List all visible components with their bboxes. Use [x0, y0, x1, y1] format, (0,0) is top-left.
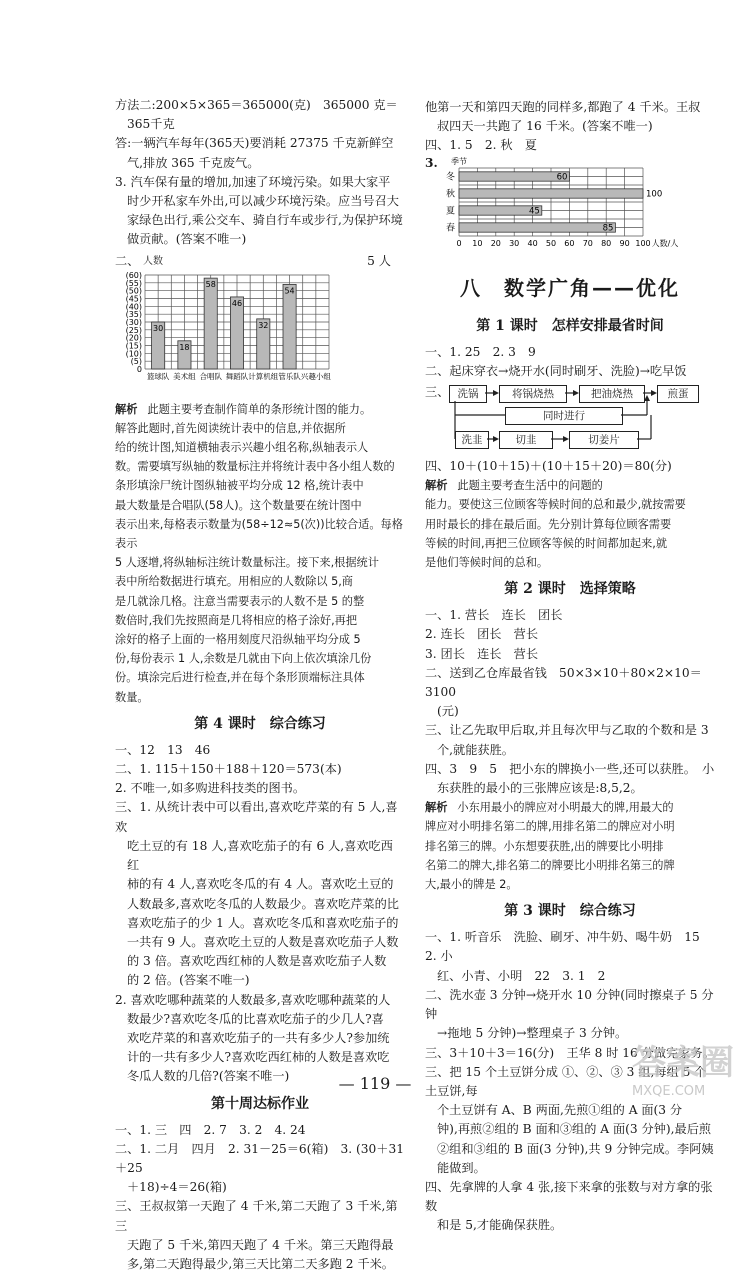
analysis-text: 5 人逐增,将纵轴标注统计数量标注。接下来,根据统计: [115, 556, 379, 570]
bar: [459, 188, 643, 197]
left-top-text: [115, 96, 405, 250]
flow-box-wash-pan: 洗锅: [449, 385, 487, 403]
x-tick-label: 70: [582, 238, 593, 248]
bar-value-label: 45: [528, 206, 540, 217]
answer-line: 柿的有 4 人,喜欢吃冬瓜的有 4 人。喜欢吃土豆的: [127, 877, 394, 892]
answer-line: 三、让乙先取甲后取,并且每次甲与乙取的个数和是 3: [425, 723, 709, 738]
answer-line: 欢吃芹菜的和喜欢吃茄子的一共有多少人?参加统: [127, 1030, 390, 1045]
analysis-text: 最大数量是合唱队(58人)。这个数量要在统计图中: [115, 498, 362, 512]
y-tick-label: (35): [125, 309, 142, 319]
category-label: 春: [445, 223, 455, 234]
answer-line: 气,排放 365 千克废气。: [127, 155, 260, 170]
flow-box-heat-oil: 把油烧热: [579, 385, 645, 403]
bar-value-label: 18: [179, 342, 190, 352]
answer-line: 的 3 倍。喜欢吃西红柿的人数是喜欢吃茄子人数: [127, 954, 387, 969]
x-tick-label: 10: [472, 238, 483, 248]
x-tick-label: 60: [564, 238, 575, 248]
k2-content: [425, 606, 715, 798]
analysis-line: [115, 496, 405, 515]
analysis-line: [115, 476, 405, 495]
answer-line: 二、送到乙仓库最省钱 50×3×10＋80×2×10＝3100: [425, 665, 702, 700]
bar-value-label: 60: [556, 172, 568, 183]
answer-line: 他第一天和第四天跑的同样多,都跑了 4 千米。王叔: [425, 100, 701, 114]
category-label: 秋: [445, 189, 455, 200]
answer-line: 多,第二天跑得最少,第三天比第二天多跑 2 千米。: [127, 1256, 394, 1271]
page-number: — 119 —: [338, 1074, 412, 1093]
k1-line4: 四、10＋(10＋15)＋(10＋15＋20)＝80(分): [425, 459, 672, 474]
answer-line: 数最少?喜欢吃冬瓜的比喜欢吃茄子的少几人?喜: [127, 1011, 384, 1026]
section-title-k3: 第 3 课时 综合练习: [504, 903, 636, 920]
analysis-text: 此题主要考查制作简单的条形统计图的能力。: [147, 402, 372, 416]
answer-line: 吃土豆的有 18 人,喜欢吃茄子的有 6 人,喜欢吃西红: [127, 838, 393, 873]
chapter-title: 八 数学广角——优化: [460, 275, 680, 300]
x-axis-label: 人数/人: [651, 238, 679, 248]
analysis-text: 数量。: [115, 690, 149, 704]
x-tick-label: 舞蹈队: [225, 371, 249, 381]
flow-box-heat-pan: 将锅烧热: [499, 385, 567, 403]
answer-line: 四、3 9 5 把小东的牌换小一些,还可以获胜。 小: [425, 761, 715, 776]
x-tick-label: 40: [527, 238, 538, 248]
x-tick-label: 80: [601, 238, 612, 248]
answer-line: 做贡献。(答案不唯一): [127, 232, 247, 247]
k2-analysis: [425, 798, 715, 894]
analysis-text: 排名第三的牌。小东想要获胜,出的牌要比小明排: [425, 839, 664, 853]
analysis-line: [115, 592, 405, 611]
chart1-unit-note: 5 人: [367, 253, 391, 268]
answer-line: 和是 5,才能确保获胜。: [437, 1218, 563, 1233]
bar-value-label: 54: [284, 286, 295, 296]
analysis-line: [115, 630, 405, 649]
answer-line: 3. 汽车保有量的增加,加速了环境污染。如果大家平: [115, 174, 391, 189]
bar: [204, 278, 217, 369]
answer-line: 叔四天一共跑了 16 千米。(答案不唯一): [437, 119, 653, 134]
bar: [283, 284, 296, 369]
answer-line: 三、把 15 个土豆饼分成 ①、②、③ 3 组,每组 5 个土豆饼,每: [425, 1064, 707, 1098]
y-tick-label: (55): [125, 278, 142, 288]
bar-chart-seasons: [437, 156, 699, 254]
x-tick-label: 0: [456, 238, 462, 248]
flow-box-wash-chives: 洗韭: [455, 431, 489, 449]
bar-value-label: 46: [231, 298, 243, 308]
answer-line: 的 2 倍。(答案不唯一): [127, 973, 250, 988]
y-tick-label: 0: [136, 364, 142, 374]
answer-line: 时少开私家车外出,可以减少环境污染。应当号召大: [127, 194, 399, 209]
answer-line: 2. 喜欢吃哪种蔬菜的人数最多,喜欢吃哪种蔬菜的人: [115, 992, 391, 1007]
analysis-line: [115, 611, 405, 630]
y-tick-label: (5): [130, 356, 142, 366]
analysis-line: [115, 649, 405, 668]
answer-line: 2. 连长 团长 营长: [425, 627, 539, 642]
flow-box-simultaneous: 同时进行: [505, 407, 623, 425]
analysis-text: 此题主要考查生活中的问题的: [457, 479, 603, 493]
y-tick-label: (45): [125, 294, 142, 304]
y-tick-label: (30): [125, 317, 142, 327]
x-tick-label: 兴趣小组: [300, 371, 331, 381]
answer-line: 个,就能获胜。: [437, 742, 514, 757]
answer-line: 能做到。: [437, 1160, 486, 1175]
section-title-week10: 第十周达标作业: [211, 1095, 309, 1112]
x-tick-label: 合唱队: [199, 371, 222, 381]
analysis-line: [115, 419, 405, 438]
answer-line: 三、3＋10＋3＝16(分) 王华 8 时 16 分做完家务。: [425, 1045, 715, 1060]
answer-line: 3. 团长 连长 营长: [425, 646, 539, 661]
left-column: [115, 96, 405, 1274]
answer-line: 2. 不唯一,如多购进科技类的图书。: [115, 781, 306, 796]
analysis-line: [425, 515, 715, 534]
analysis-text: 数倍时,我们先按照商是几将相应的格子涂好,再把: [115, 613, 358, 627]
answer-line: 红、小青、小明 22 3. 1 2: [437, 968, 606, 983]
analysis-line: [115, 688, 405, 707]
y-tick-label: (60): [125, 270, 142, 280]
bar-value-label: 58: [205, 279, 216, 289]
analysis-line: [115, 668, 405, 687]
watermark-logo: 答案圈: [632, 1043, 734, 1083]
answer-line: ＋18)÷4＝26(箱): [127, 1180, 227, 1195]
analysis-line: [425, 817, 715, 836]
y-tick-label: (15): [125, 341, 142, 351]
analysis-label: 解析: [425, 479, 448, 493]
answer-line: 三、1. 从统计表中可以看出,喜欢吃芹菜的有 5 人,喜欢: [115, 800, 398, 834]
y-tick-label: (40): [125, 301, 142, 311]
watermark-url: MXQE.COM: [632, 1084, 706, 1099]
answer-line: 一、12 13 46: [115, 742, 211, 757]
y-tick-label: (20): [125, 333, 142, 343]
flow-box-cut-chives: 切韭: [499, 431, 553, 449]
bar-value-label: 32: [258, 320, 269, 330]
x-tick-label: 美术组: [173, 371, 196, 381]
answer-line: 人数最多,喜欢吃冬瓜的人数最少。喜欢吃芹菜的比: [127, 896, 399, 911]
category-label: 夏: [445, 206, 455, 217]
x-tick-label: 90: [619, 238, 630, 248]
analysis-text: 给的统计图,知道横轴表示兴趣小组名称,纵轴表示人: [115, 441, 369, 455]
right-top-text: [425, 98, 715, 156]
k1-analysis: [425, 476, 715, 572]
analysis-line: [115, 553, 405, 572]
analysis-line: [115, 400, 405, 419]
answer-line: 一、1. 三 四 2. 7 3. 2 4. 24: [115, 1122, 306, 1137]
x-tick-label: 30: [509, 238, 520, 248]
analysis-text: 等候的时间,再把三位顾客等候的时间都加起来,就: [425, 536, 668, 550]
analysis-text: 是几就涂几格。注意当需要表示的人数不是 5 的整: [115, 594, 365, 608]
answer-line: 答:一辆汽车每年(365天)要消耗 27375 千克新鲜空: [115, 136, 394, 151]
analysis-line: [425, 856, 715, 875]
answer-line: 365千克: [127, 117, 175, 132]
analysis-line: [425, 875, 715, 894]
x-tick-label: 100: [635, 238, 651, 248]
answer-line: 个土豆饼有 A、B 两面,先煎①组的 A 面(3 分: [437, 1103, 683, 1118]
answer-line: 一、1. 听音乐 洗脸、刷牙、冲牛奶、喝牛奶 15 2. 小: [425, 930, 712, 964]
answer-line: 二、洗水壶 3 分钟→烧开水 10 分钟(同时擦桌子 5 分钟: [425, 987, 714, 1022]
analysis-text: 涂好的格子上面的一格用刻度尺沿纵轴平均分成 5: [115, 633, 361, 647]
analysis-text: 名第二的牌大,排名第二的牌要比小明排名第三的牌: [425, 858, 675, 872]
analysis-label: 解析: [115, 402, 138, 416]
analysis-text: 数。需要填写纵轴的数量标注并将统计表中各小组人数的: [115, 460, 395, 474]
chart1-header: [115, 252, 405, 269]
analysis-line: [115, 438, 405, 457]
answer-line: 钟),再煎②组的 B 面和③组的 A 面(3 分钟),最后煎: [437, 1122, 712, 1137]
bar-chart-interest-groups: [115, 269, 405, 395]
answer-line: (元): [437, 704, 459, 719]
category-label: 冬: [445, 172, 455, 183]
y-axis-label: 季节: [451, 156, 467, 166]
analysis-line: [115, 572, 405, 591]
y-tick-label: (25): [125, 325, 142, 335]
analysis-text: 表中所给数据进行填充。用相应的人数除以 5,商: [115, 575, 353, 589]
answer-line: 天跑了 5 千米,第四天跑了 4 千米。第三天跑得最: [127, 1237, 394, 1252]
analysis-text: 份。填涂完后进行检查,并在每个条形顶端标注具体: [115, 671, 365, 685]
analysis-text: 份,每份表示 1 人,余数是几就由下向上依次填涂几份: [115, 652, 372, 666]
x-tick-label: 篮球队: [146, 371, 170, 381]
answer-line: →拖地 5 分钟)→整理桌子 3 分钟。: [437, 1026, 628, 1041]
answer-line: 东获胜的最小的三张牌应该是:8,5,2。: [437, 781, 643, 796]
section-title-lesson4: 第 4 课时 综合练习: [194, 715, 326, 732]
analysis-line: [425, 495, 715, 514]
answer-line: 冬瓜人数的几倍?(答案不唯一): [127, 1069, 290, 1084]
analysis-label: 解析: [425, 801, 448, 815]
lesson4-content: [115, 741, 405, 1087]
bar-value-label: 100: [646, 189, 663, 200]
bar: [459, 171, 569, 183]
answer-line: 一、1. 营长 连长 团长: [425, 608, 563, 623]
answer-line: 计的一共有多少人?喜欢吃西红柿的人数是喜欢吃: [127, 1050, 390, 1065]
analysis-text: 条形填涂尸统计图纵轴被平均分成 12 格,统计表中: [115, 479, 364, 493]
answer-line: 二、1. 二月 四月 2. 31－25＝6(箱) 3. (30＋31＋25: [115, 1141, 404, 1175]
week10-content: [115, 1121, 405, 1274]
analysis-text: 用时最长的排在最后面。先分别计算每位顾客需要: [425, 517, 672, 531]
bar-value-label: 85: [602, 223, 614, 234]
chart1-prefix: 二、: [115, 253, 140, 268]
k1-line3-prefix: 三、: [425, 385, 450, 400]
analysis-line: [425, 476, 715, 495]
answer-line: 四、1. 5 2. 秋 夏: [425, 138, 537, 153]
analysis-line: [425, 798, 715, 817]
analysis-text: 大,最小的牌是 2。: [425, 878, 518, 892]
k1-line1: 一、1. 25 2. 3 9: [425, 344, 536, 359]
answer-line: ②组和③组的 B 面(3 分钟),共 9 分钟完成。李阿姨: [437, 1141, 714, 1156]
x-tick-label: 20: [490, 238, 501, 248]
x-tick-label: 计算机组: [248, 371, 279, 381]
bar-value-label: 30: [153, 323, 164, 333]
x-tick-label: 50: [545, 238, 557, 248]
y-tick-label: (10): [125, 348, 142, 358]
flow-box-cut-ginger: 切姜片: [569, 431, 639, 449]
answer-line: 方法二:200×5×365＝365000(克) 365000 克＝: [115, 98, 398, 112]
analysis-line: [115, 457, 405, 476]
section-title-k2: 第 2 课时 选择策略: [504, 581, 636, 598]
chart2-prefix: 3.: [425, 155, 438, 170]
chart1-ylabel: 人数: [143, 255, 163, 267]
answer-line: 四、先拿牌的人拿 4 张,接下来拿的张数与对方拿的张数: [425, 1179, 713, 1214]
analysis-line: [425, 553, 715, 572]
k1-line2: 二、起床穿衣→烧开水(同时刷牙、洗脸)→吃早饭: [425, 363, 687, 378]
answer-line: 二、1. 115＋150＋188＋120＝573(本): [115, 762, 342, 777]
analysis-text: 小东用最小的牌应对小明最大的牌,用最大的: [457, 801, 674, 815]
analysis-line: [425, 534, 715, 553]
watermark: [632, 1035, 734, 1099]
flowchart: [425, 383, 715, 455]
section-title-k1: 第 1 课时 怎样安排最省时间: [476, 317, 664, 334]
analysis-1: [115, 400, 405, 707]
analysis-text: 解答此题时,首先阅读统计表中的信息,并依据所: [115, 421, 346, 435]
analysis-text: 表示出来,每格表示数量为(58÷12≈5(次))比较合适。每格表示: [115, 517, 403, 551]
analysis-text: 能力。要使这三位顾客等候时间的总和最少,就按需要: [425, 498, 686, 512]
answer-line: 家绿色出行,乘公交车、骑自行车或步行,为保护环境: [127, 213, 403, 228]
analysis-line: [115, 515, 405, 553]
answer-line: 一共有 9 人。喜欢吃土豆的人数是喜欢吃茄子人数: [127, 934, 399, 949]
chart2-wrap: [425, 156, 715, 254]
analysis-line: [425, 837, 715, 856]
analysis-text: 牌应对小明排名第二的牌,用排名第二的牌应对小明: [425, 820, 675, 834]
answer-line: 三、王叔叔第一天跑了 4 千米,第二天跑了 3 千米,第三: [115, 1199, 398, 1233]
bar: [459, 222, 615, 234]
y-tick-label: (50): [125, 286, 142, 296]
analysis-text: 是他们等候时间的总和。: [425, 556, 549, 570]
x-tick-label: 管乐队: [278, 371, 301, 381]
flow-box-fry-egg: 煎蛋: [657, 385, 699, 403]
answer-line: 喜欢吃茄子的少 1 人。喜欢吃冬瓜和喜欢吃茄子的: [127, 915, 399, 930]
